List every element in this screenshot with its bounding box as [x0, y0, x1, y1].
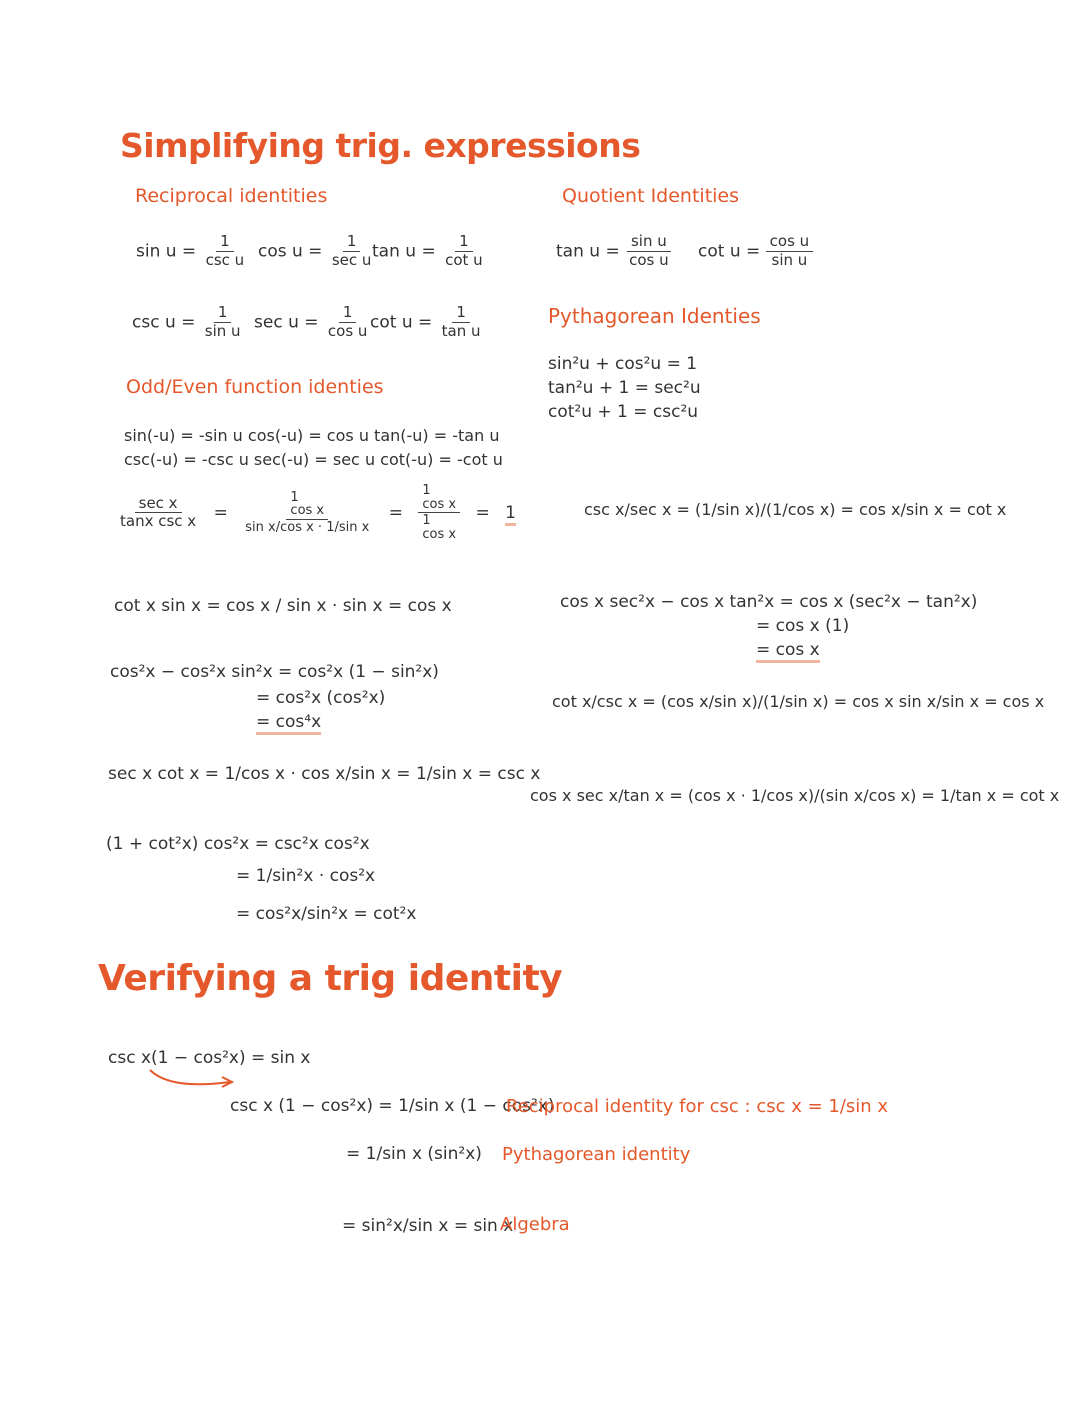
- quotient-heading: Quotient Identities: [562, 185, 740, 207]
- reciprocal-tan: tan u = $\frac{1}{\text{cot u}}$: [372, 232, 483, 269]
- verify-heading: Verifying a trig identity: [98, 958, 563, 999]
- page-title: Simplifying trig. expressions: [120, 126, 641, 165]
- verify-step-1-note: Reciprocal identity for csc : csc x = 1/sin x: [506, 1096, 889, 1117]
- example-3-line-2: = cos²x (cos²x): [256, 688, 386, 708]
- example-1-result: 1: [505, 503, 516, 526]
- example-5-line-1: (1 + cot²x) cos²x = csc²x cos²x: [106, 834, 370, 854]
- example-3-line-3: = cos⁴x: [256, 712, 321, 735]
- quotient-tan: tan u = $\frac{\text{sin u}}{\text{cos u}}$: [556, 234, 673, 269]
- example-4: sec x cot x = 1/cos x · cos x/sin x = 1/sin x = csc x: [108, 764, 541, 784]
- example-7-line-2: = cos x (1): [756, 616, 850, 636]
- pythagorean-line-2: tan²u + 1 = sec²u: [548, 378, 701, 398]
- reciprocal-heading: Reciprocal identities: [135, 185, 328, 207]
- example-3-line-1: cos²x − cos²x sin²x = cos²x (1 − sin²x): [110, 662, 439, 682]
- reciprocal-csc: csc u = $\frac{1}{\text{sin u}}$: [132, 303, 241, 340]
- pythagorean-line-1: sin²u + cos²u = 1: [548, 354, 698, 374]
- verify-problem: csc x(1 − cos²x) = sin x: [108, 1048, 311, 1068]
- reciprocal-sin: sin u = 1 csc u: [136, 232, 245, 269]
- verify-step-3: = sin²x/sin x = sin x: [342, 1216, 514, 1236]
- odd-even-heading: Odd/Even function identies: [126, 376, 384, 398]
- verify-step-3-note: Algebra: [500, 1214, 570, 1235]
- verify-step-1: csc x (1 − cos²x) = 1/sin x (1 − cos²x): [230, 1096, 555, 1116]
- example-7-line-3: = cos x: [756, 640, 820, 663]
- verify-step-2-note: Pythagorean identity: [502, 1144, 691, 1165]
- pythagorean-heading: Pythagorean Identies: [548, 304, 761, 328]
- example-6: csc x/sec x = (1/sin x)/(1/cos x) = cos x/sin x = cot x: [584, 500, 1007, 519]
- example-8: cot x/csc x = (cos x/sin x)/(1/sin x) = cos x sin x/sin x = cos x: [552, 692, 1045, 711]
- example-5-line-2: = 1/sin²x · cos²x: [236, 866, 376, 886]
- reciprocal-cot: cot u = $\frac{1}{\text{tan u}}$: [370, 303, 481, 340]
- quotient-cot: cot u = $\frac{\text{cos u}}{\text{sin u}}$: [698, 234, 813, 269]
- example-1: sec x tanx csc x = 1 cos x sin x/cos x · 1/sin x = 1 cos x 1 cos x = 1: [120, 483, 516, 542]
- reciprocal-sec: sec u = $\frac{1}{\text{cos u}}$: [254, 303, 368, 340]
- pythagorean-line-3: cot²u + 1 = csc²u: [548, 402, 699, 422]
- odd-even-line-1: sin(-u) = -sin u cos(-u) = cos u tan(-u) = -tan u: [124, 426, 500, 445]
- example-9: cos x sec x/tan x = (cos x · 1/cos x)/(sin x/cos x) = 1/tan x = cot x: [530, 786, 1060, 805]
- verify-step-2: = 1/sin x (sin²x): [346, 1144, 482, 1164]
- example-5-line-3: = cos²x/sin²x = cot²x: [236, 904, 417, 924]
- reciprocal-cos: cos u = 1 sec u: [258, 232, 372, 269]
- example-2: cot x sin x = cos x / sin x · sin x = cos x: [114, 596, 452, 616]
- odd-even-line-2: csc(-u) = -csc u sec(-u) = sec u cot(-u) = -cot u: [124, 450, 503, 469]
- arrow-icon: [140, 1068, 240, 1098]
- example-7-line-1: cos x sec²x − cos x tan²x = cos x (sec²x − tan²x): [560, 592, 978, 612]
